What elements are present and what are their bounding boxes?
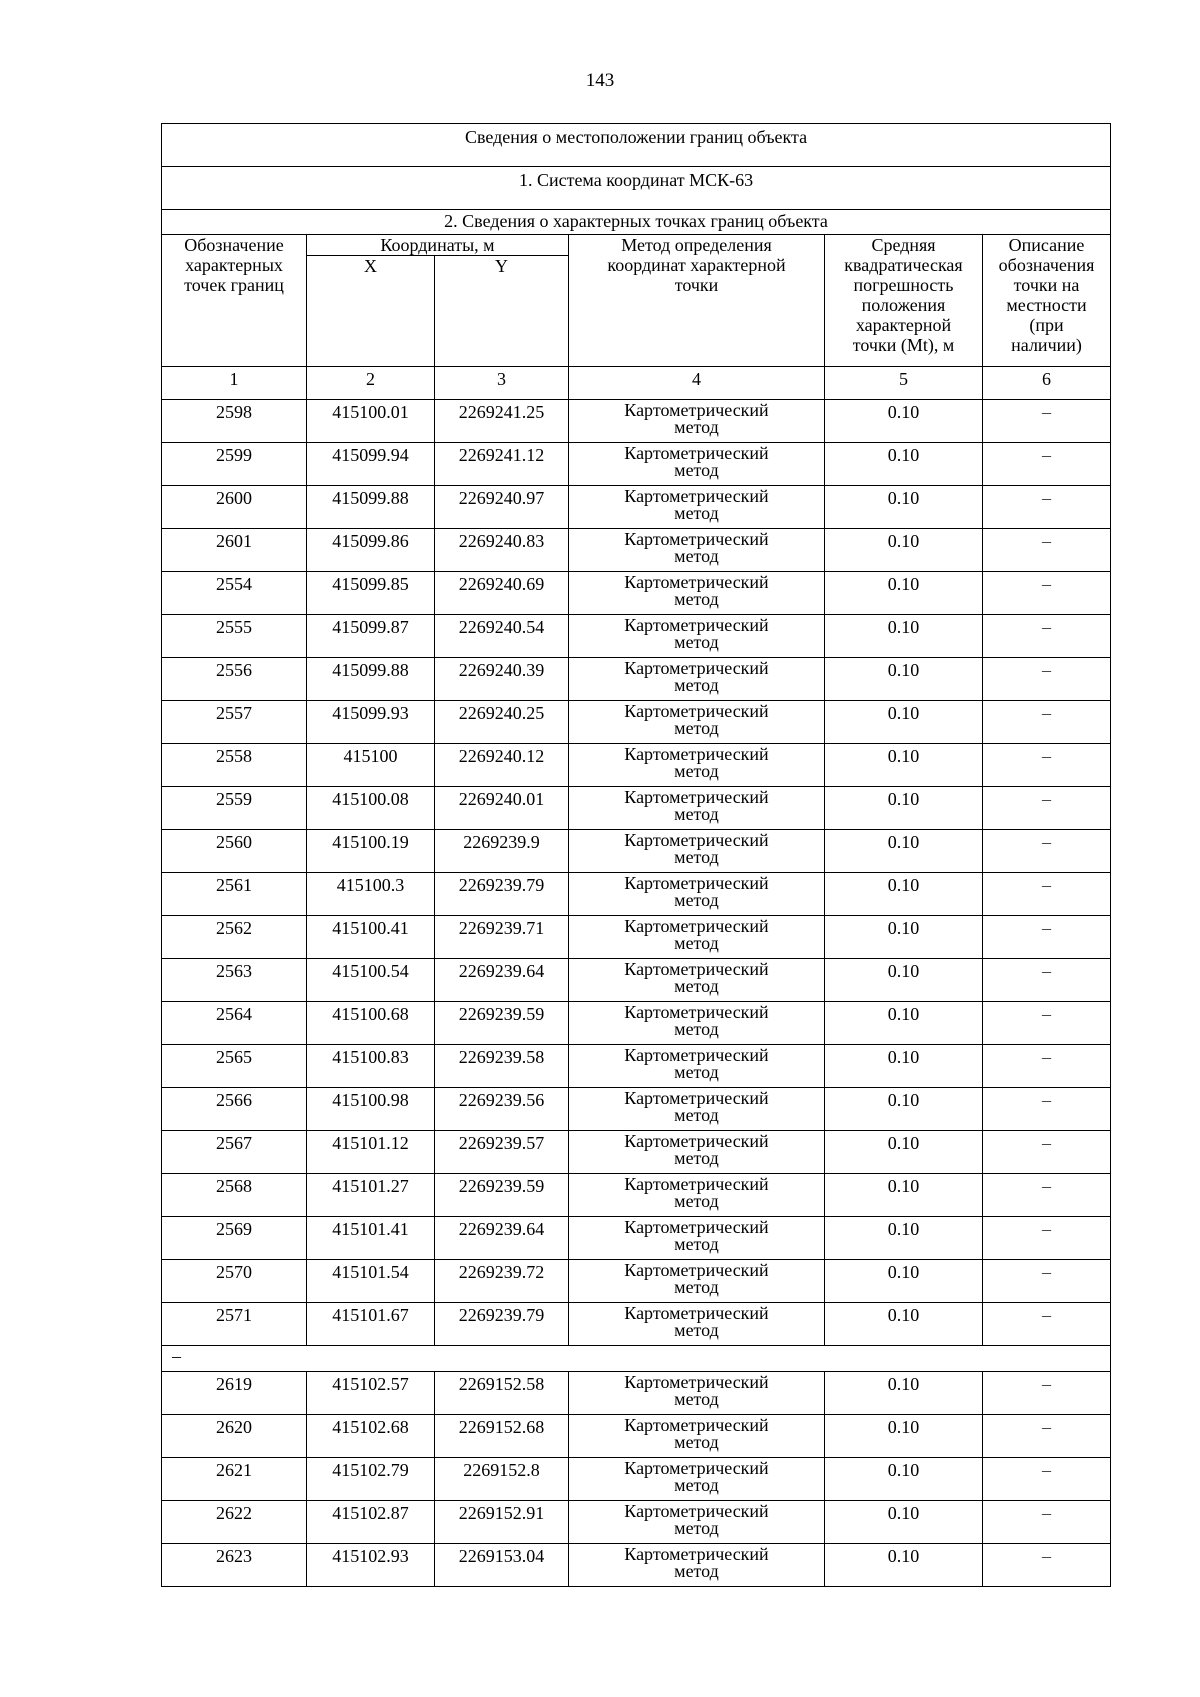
error-cell: 0.10: [825, 830, 983, 873]
point-id-cell: 2598: [162, 400, 307, 443]
table-row: [162, 1217, 1111, 1260]
method-line1: Картометрический: [624, 1088, 769, 1108]
description-cell: –: [983, 787, 1111, 830]
error-cell: 0.10: [825, 400, 983, 443]
x-coord-cell: 415102.87: [307, 1501, 435, 1544]
table-row: [162, 1501, 1111, 1544]
method-line2: метод: [674, 675, 719, 695]
header-y: Y: [435, 256, 569, 367]
table-row: [162, 1544, 1111, 1587]
table-row: [162, 1088, 1111, 1131]
table-row: [162, 658, 1111, 701]
description-cell: –: [983, 1045, 1111, 1088]
error-cell: 0.10: [825, 873, 983, 916]
x-coord-cell: 415099.86: [307, 529, 435, 572]
method-line1: Картометрический: [624, 529, 769, 549]
method-line1: Картометрический: [624, 1260, 769, 1280]
group-separator: –: [162, 1346, 1111, 1372]
x-coord-cell: 415102.57: [307, 1372, 435, 1415]
method-line2: метод: [674, 546, 719, 566]
point-id-cell: 2554: [162, 572, 307, 615]
error-cell: 0.10: [825, 1131, 983, 1174]
table-row: [162, 1045, 1111, 1088]
table-row: [162, 916, 1111, 959]
description-cell: –: [983, 1458, 1111, 1501]
table-row: [162, 1458, 1111, 1501]
table-row: [162, 1260, 1111, 1303]
y-coord-cell: 2269239.71: [435, 916, 569, 959]
y-coord-cell: 2269240.97: [435, 486, 569, 529]
error-cell: 0.10: [825, 1174, 983, 1217]
point-id-cell: 2566: [162, 1088, 307, 1131]
header-error: [825, 235, 983, 367]
y-coord-cell: 2269239.79: [435, 1303, 569, 1346]
y-coord-cell: 2269152.58: [435, 1372, 569, 1415]
x-coord-cell: 415101.27: [307, 1174, 435, 1217]
x-coord-cell: 415100.01: [307, 400, 435, 443]
boundary-points-table: [161, 123, 1111, 1587]
point-id-cell: 2570: [162, 1260, 307, 1303]
method-line1: Картометрический: [624, 658, 769, 678]
x-coord-cell: 415099.93: [307, 701, 435, 744]
header-desc-line: точки на: [1013, 275, 1080, 295]
error-cell: 0.10: [825, 1501, 983, 1544]
y-coord-cell: 2269239.72: [435, 1260, 569, 1303]
description-cell: –: [983, 1002, 1111, 1045]
x-coord-cell: 415099.87: [307, 615, 435, 658]
point-id-cell: 2620: [162, 1415, 307, 1458]
point-id-cell: 2560: [162, 830, 307, 873]
header-error-line: квадратическая: [844, 255, 963, 275]
method-cell: [569, 787, 825, 830]
method-cell: [569, 572, 825, 615]
method-line2: метод: [674, 761, 719, 781]
error-cell: 0.10: [825, 529, 983, 572]
description-cell: –: [983, 658, 1111, 701]
point-id-cell: 2559: [162, 787, 307, 830]
error-cell: 0.10: [825, 486, 983, 529]
point-id-cell: 2571: [162, 1303, 307, 1346]
error-cell: 0.10: [825, 1372, 983, 1415]
point-id-cell: 2561: [162, 873, 307, 916]
x-coord-cell: 415100: [307, 744, 435, 787]
method-line1: Картометрический: [624, 1458, 769, 1478]
method-line2: метод: [674, 718, 719, 738]
method-cell: [569, 529, 825, 572]
description-cell: –: [983, 1544, 1111, 1587]
header-error-line: положения: [861, 295, 946, 315]
method-line1: Картометрический: [624, 1372, 769, 1392]
method-line2: метод: [674, 1561, 719, 1581]
method-cell: [569, 1415, 825, 1458]
description-cell: –: [983, 1303, 1111, 1346]
y-coord-cell: 2269152.91: [435, 1501, 569, 1544]
method-line2: метод: [674, 933, 719, 953]
error-cell: 0.10: [825, 1303, 983, 1346]
method-line1: Картометрический: [624, 916, 769, 936]
method-line2: метод: [674, 976, 719, 996]
point-id-cell: 2619: [162, 1372, 307, 1415]
error-cell: 0.10: [825, 1458, 983, 1501]
method-cell: [569, 1260, 825, 1303]
col-number: 3: [435, 367, 569, 400]
table-row: [162, 572, 1111, 615]
x-coord-cell: 415100.54: [307, 959, 435, 1002]
y-coord-cell: 2269239.79: [435, 873, 569, 916]
method-line2: метод: [674, 847, 719, 867]
table-row: [162, 1372, 1111, 1415]
method-line2: метод: [674, 417, 719, 437]
method-cell: [569, 1088, 825, 1131]
header-error-line: точки (Mt), м: [852, 335, 955, 355]
method-cell: [569, 1372, 825, 1415]
header-x: X: [307, 256, 435, 367]
point-id-cell: 2563: [162, 959, 307, 1002]
y-coord-cell: 2269239.9: [435, 830, 569, 873]
method-line2: метод: [674, 1148, 719, 1168]
error-cell: 0.10: [825, 787, 983, 830]
method-line2: метод: [674, 1432, 719, 1452]
table-row: [162, 1415, 1111, 1458]
description-cell: –: [983, 744, 1111, 787]
header-method-line: точки: [674, 275, 719, 295]
error-cell: 0.10: [825, 701, 983, 744]
table-row: [162, 486, 1111, 529]
point-id-cell: 2564: [162, 1002, 307, 1045]
point-id-cell: 2621: [162, 1458, 307, 1501]
x-coord-cell: 415101.41: [307, 1217, 435, 1260]
error-cell: 0.10: [825, 572, 983, 615]
method-cell: [569, 1217, 825, 1260]
description-cell: –: [983, 400, 1111, 443]
header-error-line: характерной: [855, 315, 952, 335]
point-id-cell: 2569: [162, 1217, 307, 1260]
method-line1: Картометрический: [624, 1501, 769, 1521]
table-row: [162, 787, 1111, 830]
point-id-cell: 2623: [162, 1544, 307, 1587]
header-point-line: характерных: [185, 255, 283, 275]
page-number: 143: [585, 70, 615, 91]
points-section-title: 2. Сведения о характерных точках границ объекта: [162, 210, 1111, 235]
table-row: [162, 744, 1111, 787]
point-id-cell: 2565: [162, 1045, 307, 1088]
header-error-line: погрешность: [853, 275, 954, 295]
y-coord-cell: 2269240.12: [435, 744, 569, 787]
error-cell: 0.10: [825, 658, 983, 701]
header-error-line: Средняя: [871, 235, 936, 255]
y-coord-cell: 2269239.59: [435, 1174, 569, 1217]
error-cell: 0.10: [825, 1544, 983, 1587]
point-id-cell: 2568: [162, 1174, 307, 1217]
method-line1: Картометрический: [624, 1303, 769, 1323]
x-coord-cell: 415100.08: [307, 787, 435, 830]
header-method-line: Метод определения: [621, 235, 772, 255]
method-line1: Картометрический: [624, 959, 769, 979]
y-coord-cell: 2269240.25: [435, 701, 569, 744]
point-id-cell: 2567: [162, 1131, 307, 1174]
y-coord-cell: 2269240.83: [435, 529, 569, 572]
y-coord-cell: 2269240.01: [435, 787, 569, 830]
y-coord-cell: 2269240.39: [435, 658, 569, 701]
x-coord-cell: 415100.98: [307, 1088, 435, 1131]
description-cell: –: [983, 873, 1111, 916]
method-line1: Картометрический: [624, 486, 769, 506]
method-line1: Картометрический: [624, 1045, 769, 1065]
method-line2: метод: [674, 1062, 719, 1082]
description-cell: –: [983, 959, 1111, 1002]
y-coord-cell: 2269239.64: [435, 959, 569, 1002]
y-coord-cell: 2269239.59: [435, 1002, 569, 1045]
method-line1: Картометрический: [624, 400, 769, 420]
header-point-line: Обозначение: [184, 235, 284, 255]
method-line1: Картометрический: [624, 744, 769, 764]
error-cell: 0.10: [825, 916, 983, 959]
coordinate-system: 1. Система координат МСК-63: [162, 167, 1111, 210]
method-cell: [569, 916, 825, 959]
method-line2: метод: [674, 890, 719, 910]
method-cell: [569, 959, 825, 1002]
description-cell: –: [983, 1260, 1111, 1303]
x-coord-cell: 415099.94: [307, 443, 435, 486]
method-line2: метод: [674, 589, 719, 609]
method-line2: метод: [674, 804, 719, 824]
method-line2: метод: [674, 1277, 719, 1297]
col-number: 2: [307, 367, 435, 400]
header-desc-line: Описание: [1008, 235, 1085, 255]
point-id-cell: 2622: [162, 1501, 307, 1544]
y-coord-cell: 2269239.58: [435, 1045, 569, 1088]
header-point: [162, 235, 307, 367]
table-row: [162, 1131, 1111, 1174]
error-cell: 0.10: [825, 443, 983, 486]
method-cell: [569, 1131, 825, 1174]
table-row: [162, 830, 1111, 873]
x-coord-cell: 415101.67: [307, 1303, 435, 1346]
description-cell: –: [983, 1372, 1111, 1415]
y-coord-cell: 2269239.57: [435, 1131, 569, 1174]
point-id-cell: 2599: [162, 443, 307, 486]
method-cell: [569, 830, 825, 873]
x-coord-cell: 415101.12: [307, 1131, 435, 1174]
point-id-cell: 2557: [162, 701, 307, 744]
description-cell: –: [983, 701, 1111, 744]
description-cell: –: [983, 486, 1111, 529]
x-coord-cell: 415101.54: [307, 1260, 435, 1303]
y-coord-cell: 2269240.54: [435, 615, 569, 658]
method-cell: [569, 744, 825, 787]
method-line1: Картометрический: [624, 873, 769, 893]
point-id-cell: 2600: [162, 486, 307, 529]
y-coord-cell: 2269153.04: [435, 1544, 569, 1587]
method-cell: [569, 443, 825, 486]
header-method: [569, 235, 825, 367]
method-cell: [569, 486, 825, 529]
table-row: [162, 1303, 1111, 1346]
method-line2: метод: [674, 1234, 719, 1254]
description-cell: –: [983, 1501, 1111, 1544]
method-line1: Картометрический: [624, 615, 769, 635]
point-id-cell: 2601: [162, 529, 307, 572]
header-desc-line: наличии): [1011, 335, 1082, 355]
y-coord-cell: 2269152.68: [435, 1415, 569, 1458]
method-line1: Картометрический: [624, 1174, 769, 1194]
table-row: [162, 400, 1111, 443]
method-cell: [569, 400, 825, 443]
table-row: [162, 443, 1111, 486]
method-line1: Картометрический: [624, 701, 769, 721]
description-cell: –: [983, 1174, 1111, 1217]
col-number: 6: [983, 367, 1111, 400]
method-cell: [569, 1002, 825, 1045]
description-cell: –: [983, 615, 1111, 658]
method-cell: [569, 1544, 825, 1587]
method-line2: метод: [674, 503, 719, 523]
y-coord-cell: 2269240.69: [435, 572, 569, 615]
method-line2: метод: [674, 1320, 719, 1340]
method-line1: Картометрический: [624, 1002, 769, 1022]
description-cell: –: [983, 1415, 1111, 1458]
description-cell: –: [983, 443, 1111, 486]
table-row: [162, 1002, 1111, 1045]
x-coord-cell: 415102.68: [307, 1415, 435, 1458]
y-coord-cell: 2269239.64: [435, 1217, 569, 1260]
y-coord-cell: 2269241.12: [435, 443, 569, 486]
header-coords: Координаты, м: [307, 235, 569, 256]
method-line2: метод: [674, 1518, 719, 1538]
method-line2: метод: [674, 1019, 719, 1039]
description-cell: –: [983, 916, 1111, 959]
method-cell: [569, 1045, 825, 1088]
y-coord-cell: 2269241.25: [435, 400, 569, 443]
method-line2: метод: [674, 632, 719, 652]
method-line2: метод: [674, 1105, 719, 1125]
table-row: [162, 529, 1111, 572]
method-cell: [569, 1458, 825, 1501]
error-cell: 0.10: [825, 744, 983, 787]
table-row: [162, 1174, 1111, 1217]
method-cell: [569, 1174, 825, 1217]
col-number: 4: [569, 367, 825, 400]
description-cell: –: [983, 529, 1111, 572]
x-coord-cell: 415100.41: [307, 916, 435, 959]
error-cell: 0.10: [825, 1260, 983, 1303]
method-cell: [569, 701, 825, 744]
description-cell: –: [983, 572, 1111, 615]
y-coord-cell: 2269152.8: [435, 1458, 569, 1501]
x-coord-cell: 415100.3: [307, 873, 435, 916]
header-method-line: координат характерной: [607, 255, 786, 275]
x-coord-cell: 415099.85: [307, 572, 435, 615]
header-desc: [983, 235, 1111, 367]
header-desc-line: обозначения: [998, 255, 1095, 275]
description-cell: –: [983, 1088, 1111, 1131]
error-cell: 0.10: [825, 1088, 983, 1131]
x-coord-cell: 415102.93: [307, 1544, 435, 1587]
method-line1: Картометрический: [624, 787, 769, 807]
method-line2: метод: [674, 1475, 719, 1495]
table-row: [162, 873, 1111, 916]
table-row: [162, 701, 1111, 744]
y-coord-cell: 2269239.56: [435, 1088, 569, 1131]
error-cell: 0.10: [825, 1045, 983, 1088]
header-point-line: точек границ: [184, 275, 284, 295]
table-row: [162, 615, 1111, 658]
x-coord-cell: 415099.88: [307, 658, 435, 701]
method-line1: Картометрический: [624, 1544, 769, 1564]
method-line2: метод: [674, 460, 719, 480]
method-line1: Картометрический: [624, 572, 769, 592]
point-id-cell: 2555: [162, 615, 307, 658]
error-cell: 0.10: [825, 1415, 983, 1458]
header-desc-line: местности: [1006, 295, 1087, 315]
method-cell: [569, 1501, 825, 1544]
method-line2: метод: [674, 1191, 719, 1211]
description-cell: –: [983, 1131, 1111, 1174]
error-cell: 0.10: [825, 615, 983, 658]
description-cell: –: [983, 1217, 1111, 1260]
point-id-cell: 2562: [162, 916, 307, 959]
method-cell: [569, 615, 825, 658]
x-coord-cell: 415100.19: [307, 830, 435, 873]
method-cell: [569, 658, 825, 701]
error-cell: 0.10: [825, 1217, 983, 1260]
method-line1: Картометрический: [624, 443, 769, 463]
x-coord-cell: 415102.79: [307, 1458, 435, 1501]
method-line1: Картометрический: [624, 1415, 769, 1435]
method-cell: [569, 873, 825, 916]
method-line1: Картометрический: [624, 1131, 769, 1151]
x-coord-cell: 415100.83: [307, 1045, 435, 1088]
x-coord-cell: 415099.88: [307, 486, 435, 529]
method-cell: [569, 1303, 825, 1346]
col-number: 5: [825, 367, 983, 400]
method-line1: Картометрический: [624, 1217, 769, 1237]
col-number: 1: [162, 367, 307, 400]
point-id-cell: 2558: [162, 744, 307, 787]
point-id-cell: 2556: [162, 658, 307, 701]
table-row: [162, 959, 1111, 1002]
error-cell: 0.10: [825, 959, 983, 1002]
method-line2: метод: [674, 1389, 719, 1409]
x-coord-cell: 415100.68: [307, 1002, 435, 1045]
table-title: Сведения о местоположении границ объекта: [162, 124, 1111, 167]
method-line1: Картометрический: [624, 830, 769, 850]
error-cell: 0.10: [825, 1002, 983, 1045]
description-cell: –: [983, 830, 1111, 873]
header-desc-line: (при: [1029, 315, 1064, 335]
